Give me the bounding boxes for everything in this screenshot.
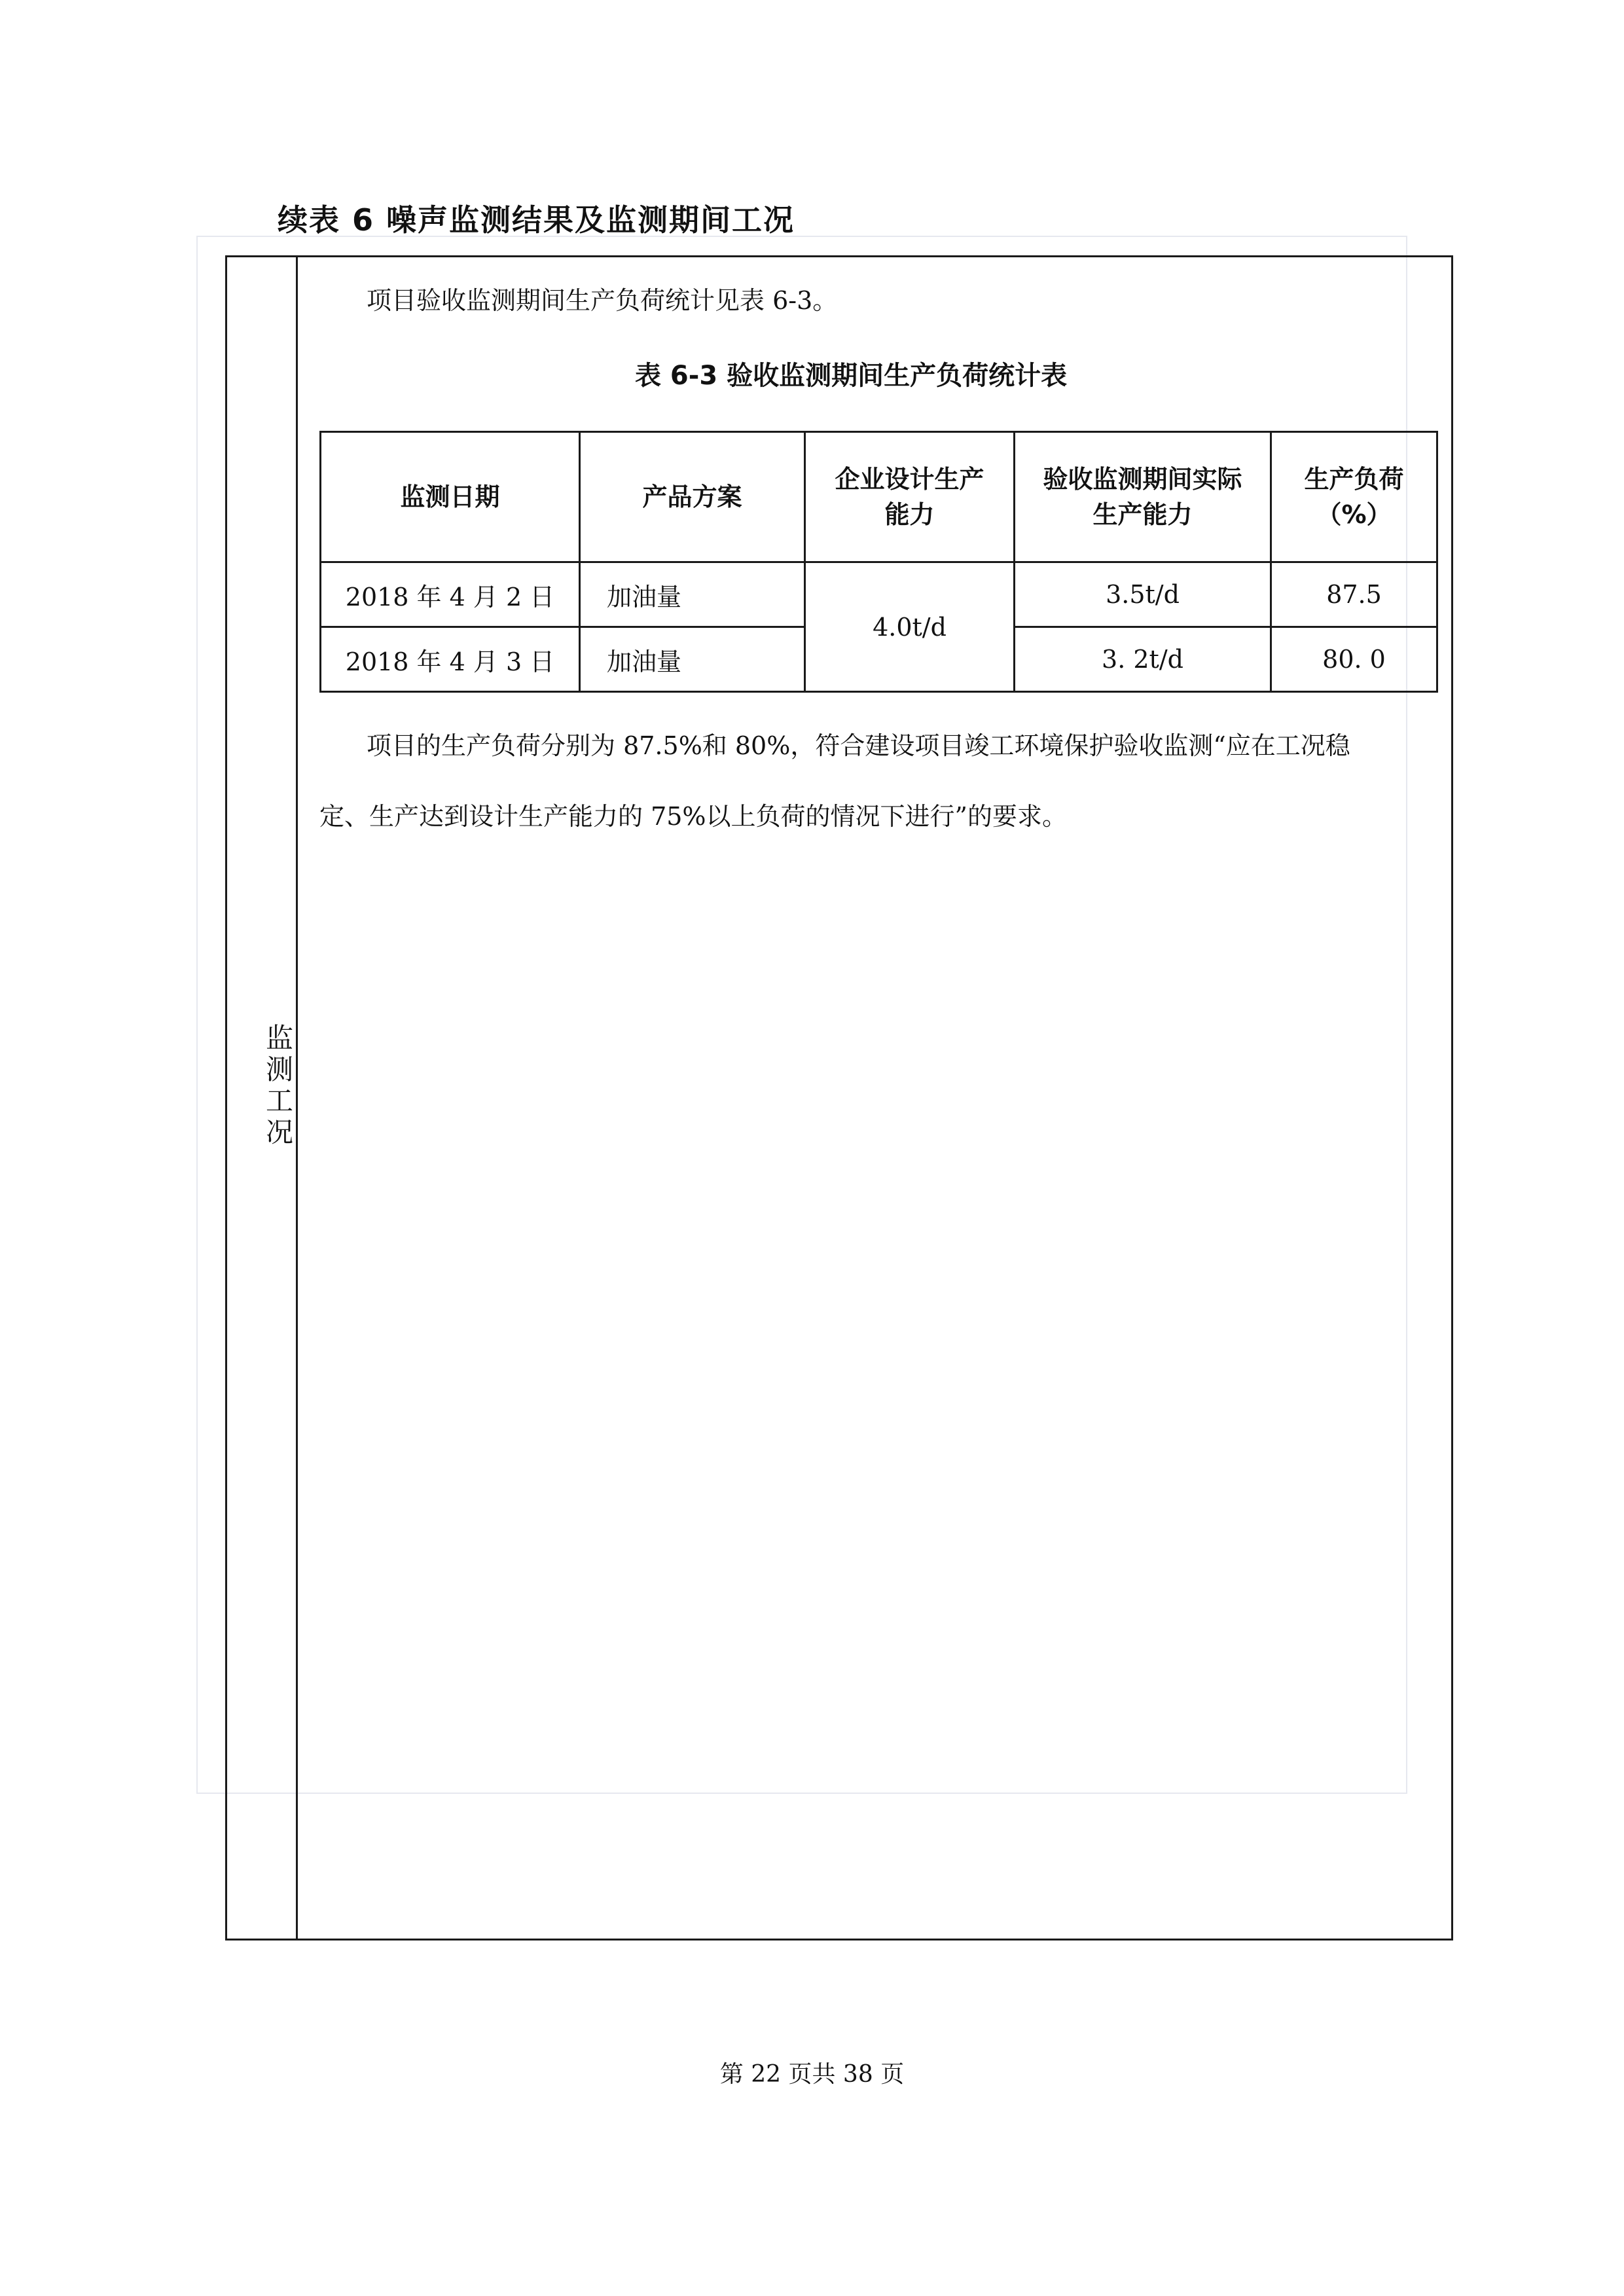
cell-actual-capacity: 3. 2t/d bbox=[1015, 627, 1271, 692]
header-design-capacity: 企业设计生产 能力 bbox=[805, 432, 1015, 562]
conclusion-line-2: 定、生产达到设计生产能力的 75%以上负荷的情况下进行”的要求。 bbox=[319, 802, 1067, 831]
table-row bbox=[321, 562, 1437, 627]
page-number: 第 22 页共 38 页 bbox=[719, 2061, 905, 2088]
intro-paragraph: 项目验收监测期间生产负荷统计见表 6-3。 bbox=[367, 286, 838, 315]
side-label-char: 工 bbox=[262, 1086, 294, 1118]
side-label-char: 监 bbox=[262, 1023, 294, 1055]
cell-actual-capacity: 3.5t/d bbox=[1015, 562, 1271, 627]
production-load-table bbox=[319, 431, 1438, 693]
side-label-char: 测 bbox=[262, 1055, 294, 1086]
header-date: 监测日期 bbox=[321, 432, 580, 562]
cell-load: 80. 0 bbox=[1271, 627, 1437, 692]
cell-product: 加油量 bbox=[580, 562, 805, 627]
table-caption: 表 6-3 验收监测期间生产负荷统计表 bbox=[635, 361, 1068, 391]
side-label-char: 况 bbox=[262, 1118, 294, 1149]
cell-product: 加油量 bbox=[580, 627, 805, 692]
header-load: 生产负荷 （%） bbox=[1271, 432, 1437, 562]
header-actual-capacity: 验收监测期间实际 生产能力 bbox=[1015, 432, 1271, 562]
cell-date: 2018 年 4 月 3 日 bbox=[321, 627, 580, 692]
section-title: 续表 6 噪声监测结果及监测期间工况 bbox=[278, 202, 795, 238]
table-header-row bbox=[321, 432, 1437, 562]
header-product: 产品方案 bbox=[580, 432, 805, 562]
cell-load: 87.5 bbox=[1271, 562, 1437, 627]
side-column bbox=[227, 257, 298, 1939]
cell-design-capacity: 4.0t/d bbox=[805, 562, 1015, 692]
side-label bbox=[227, 1023, 296, 1149]
cell-date: 2018 年 4 月 2 日 bbox=[321, 562, 580, 627]
conclusion-line-1: 项目的生产负荷分别为 87.5%和 80%，符合建设项目竣工环境保护验收监测“应在工况稳 bbox=[367, 731, 1350, 760]
